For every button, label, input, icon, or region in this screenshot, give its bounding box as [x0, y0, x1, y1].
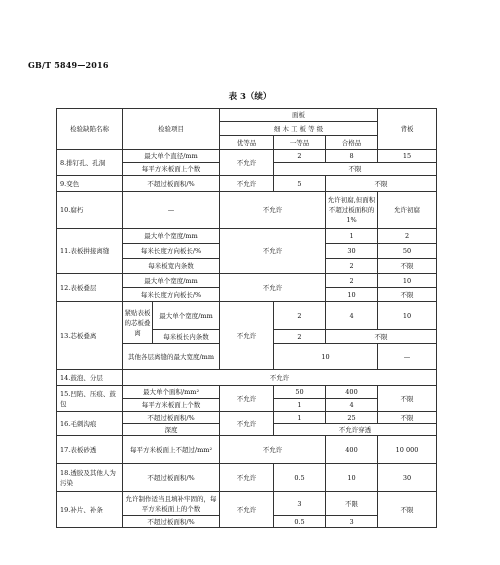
value-cell: 不限 — [378, 288, 437, 302]
value-cell: 不允许 — [220, 176, 274, 192]
value-cell: 50 — [378, 244, 437, 259]
item-label: 不超过板面积/% — [123, 412, 220, 424]
defect-name: 12.表板叠层 — [57, 274, 123, 302]
value-cell: 不允许 — [220, 229, 326, 274]
value-cell: 不限 — [274, 163, 437, 176]
value-cell: 不允许穿透 — [274, 424, 437, 436]
table-caption: 表 3（续） — [228, 92, 272, 102]
item-label: 不超过板面积/% — [123, 176, 220, 192]
item-label: 其他各层离缝的最大宽度/mm — [123, 344, 220, 370]
item-label: 每米板长内条数 — [153, 330, 220, 344]
item-label: 每米板宽内条数 — [123, 259, 220, 274]
defect-name: 8.排钉孔、孔洞 — [57, 150, 123, 176]
defect-name: 10.腐朽 — [57, 192, 123, 229]
item-label: 每米长度方向板长/% — [123, 288, 220, 302]
defect-name: 19.补片、补条 — [57, 492, 123, 528]
value-cell: 0.5 — [274, 516, 326, 528]
value-cell: 10 — [326, 464, 378, 492]
item-label: 每米长度方向板长/% — [123, 244, 220, 259]
value-cell: 3 — [326, 516, 378, 528]
item-label: 每平方米板面上不超过/mm² — [123, 436, 220, 464]
value-cell: 3 — [274, 492, 326, 516]
standard-number: GB/T 5849—2016 — [28, 60, 109, 70]
value-cell: 不限 — [326, 176, 437, 192]
defect-name: 14.鼓泡、分层 — [57, 370, 123, 386]
item-label: 最大单个宽度/mm — [123, 229, 220, 244]
value-cell: 2 — [274, 302, 326, 330]
value-cell: 不允许 — [220, 464, 274, 492]
value-cell: 不允许 — [220, 386, 274, 412]
value-cell: 400 — [326, 386, 378, 399]
value-cell: 1 — [274, 412, 326, 424]
value-cell: 2 — [326, 274, 378, 288]
defect-name: 16.毛刺沟痕 — [57, 412, 123, 436]
item-label: 最大单个宽度/mm — [123, 274, 220, 288]
value-cell: 不允许 — [220, 492, 274, 528]
sub-item-label: 紧贴表板的芯板叠离 — [123, 302, 153, 344]
value-cell: 0.5 — [274, 464, 326, 492]
defect-name: 9.变色 — [57, 176, 123, 192]
item-label: 每平方米板面上个数 — [123, 163, 220, 176]
value-cell: 8 — [326, 150, 378, 163]
header-item: 检验项目 — [123, 109, 220, 150]
value-cell: 不限 — [378, 259, 437, 274]
value-cell: 不限 — [326, 492, 378, 516]
value-cell: 4 — [326, 302, 378, 330]
header-panel: 面板 — [220, 109, 378, 122]
value-cell: 不允许 — [220, 302, 274, 370]
value-cell: 5 — [274, 176, 326, 192]
item-label: — — [123, 192, 220, 229]
value-cell: 2 — [326, 259, 378, 274]
value-cell: 30 — [378, 464, 437, 492]
header-grade: 细 木 工 板 等 级 — [220, 122, 378, 136]
value-cell: 不允许 — [220, 274, 326, 302]
value-cell: — — [378, 344, 437, 370]
item-label: 最大单个宽度/mm — [153, 302, 220, 330]
value-cell: 1 — [326, 229, 378, 244]
defect-name: 15.凹陷、压痕、鼓包 — [57, 386, 123, 412]
value-cell: 10 000 — [378, 436, 437, 464]
value-cell: 15 — [378, 150, 437, 163]
value-cell: 不限 — [378, 492, 437, 528]
value-cell: 不允许 — [220, 192, 326, 229]
value-cell: 1 — [274, 399, 326, 412]
defect-name: 13.芯板叠离 — [57, 302, 123, 370]
value-cell: 不允许 — [220, 412, 274, 436]
value-cell: 10 — [378, 274, 437, 288]
item-label: 深度 — [123, 424, 220, 436]
item-label: 每平方米板面上个数 — [123, 399, 220, 412]
value-cell: 400 — [326, 436, 378, 464]
item-label: 不超过板面积/% — [123, 516, 220, 528]
inspection-table — [56, 108, 437, 528]
value-cell: 50 — [274, 386, 326, 399]
defect-name: 11.表板拼接离缝 — [57, 229, 123, 274]
value-cell: 2 — [274, 150, 326, 163]
value-cell: 允许初腐 — [378, 192, 437, 229]
value-cell: 10 — [326, 288, 378, 302]
value-cell: 10 — [274, 344, 378, 370]
value-cell: 4 — [326, 399, 378, 412]
item-label: 允许制作适当且填补牢固的，每平方米板面上的个数 — [123, 492, 220, 516]
header-grade-3: 合格品 — [326, 136, 378, 150]
value-cell: 2 — [274, 330, 326, 344]
value-cell: 不允许 — [220, 150, 274, 176]
item-label: 最大单个面积/mm² — [123, 386, 220, 399]
value-cell: 不限 — [326, 330, 437, 344]
value-cell: 不限 — [378, 412, 437, 424]
value-cell: 允许初腐,但面积不超过板面积的1% — [326, 192, 378, 229]
value-cell: 不限 — [378, 386, 437, 412]
item-label: 最大单个直径/mm — [123, 150, 220, 163]
header-defect: 检验缺陷名称 — [57, 109, 123, 150]
value-cell: 不允许 — [220, 436, 326, 464]
value-cell: 10 — [378, 302, 437, 330]
header-back: 背板 — [378, 109, 437, 150]
header-grade-1: 优等品 — [220, 136, 274, 150]
header-grade-2: 一等品 — [274, 136, 326, 150]
value-cell: 2 — [378, 229, 437, 244]
value-cell: 25 — [326, 412, 378, 424]
defect-name: 18.透胶及其他人为污染 — [57, 464, 123, 492]
item-label: 不超过板面积/% — [123, 464, 220, 492]
value-cell: 不允许 — [123, 370, 437, 386]
value-cell: 30 — [326, 244, 378, 259]
defect-name: 17.表板砂透 — [57, 436, 123, 464]
